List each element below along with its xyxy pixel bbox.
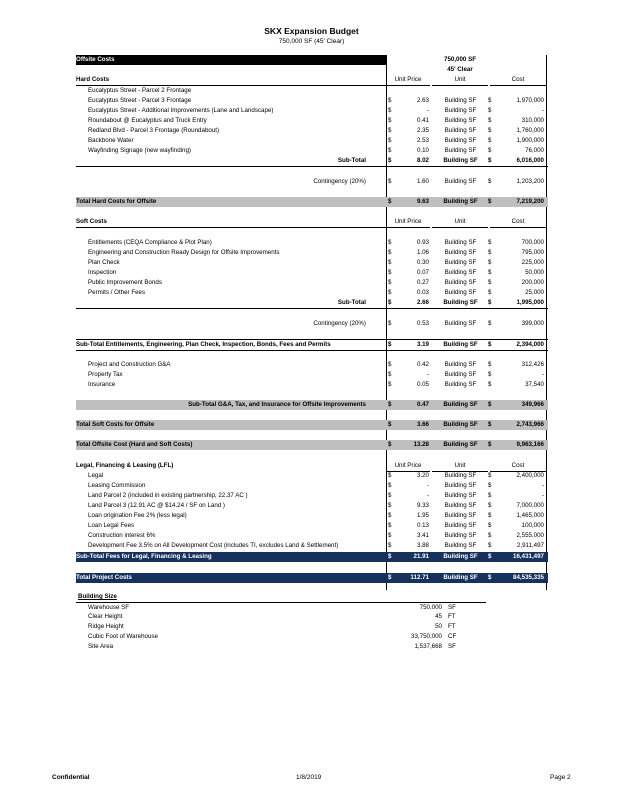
currency-symbol: $ bbox=[488, 381, 492, 388]
currency-symbol: $ bbox=[488, 553, 492, 560]
building-size-row bbox=[76, 632, 486, 642]
unit-price-value: 0.13 bbox=[416, 522, 429, 529]
table-row bbox=[76, 96, 548, 106]
row-label: Land Parcel 2 (included in existing partnership, 22.37 AC ) bbox=[88, 492, 248, 499]
currency-symbol: $ bbox=[388, 299, 392, 306]
col-header-sf: 750,000 SF bbox=[444, 56, 476, 63]
cost-value: 700,000 bbox=[521, 239, 544, 246]
table-row bbox=[76, 420, 548, 430]
table-row bbox=[76, 136, 548, 146]
footer-confidential: Confidential bbox=[52, 774, 90, 781]
row-label: Sub-Total bbox=[337, 299, 366, 306]
unit-cell: Building SF bbox=[443, 574, 478, 581]
unit-cell: Building SF bbox=[444, 117, 477, 124]
footer-date: 1/8/2019 bbox=[296, 774, 322, 781]
row-label: Development Fee 3.5% on All Development Cost (includes TI, excludes Land & Settlement) bbox=[88, 542, 339, 549]
unit-price-value: 0.47 bbox=[416, 401, 429, 408]
table-row bbox=[76, 511, 548, 521]
unit-cell: Building SF bbox=[444, 147, 477, 154]
building-size-label: Cubic Foot of Warehouse bbox=[88, 633, 158, 640]
cost-value: 312,426 bbox=[521, 361, 544, 368]
unit-price-value: 0.05 bbox=[416, 381, 429, 388]
currency-symbol: $ bbox=[388, 421, 392, 428]
currency-symbol: $ bbox=[488, 542, 492, 549]
table-row bbox=[76, 86, 548, 96]
table-row bbox=[76, 573, 548, 583]
row-label: Redland Blvd - Parcel 3 Frontage (Roundabout) bbox=[88, 127, 220, 134]
currency-symbol: $ bbox=[488, 127, 492, 134]
currency-symbol: $ bbox=[388, 320, 392, 327]
currency-symbol: $ bbox=[388, 441, 392, 448]
table-row bbox=[76, 278, 548, 288]
currency-symbol: $ bbox=[488, 532, 492, 539]
table-row bbox=[76, 501, 548, 511]
unit-price-value: 0.07 bbox=[416, 269, 429, 276]
table-row bbox=[76, 521, 548, 531]
unit-cell: Building SF bbox=[444, 381, 477, 388]
currency-symbol: $ bbox=[388, 574, 392, 581]
unit-price-value: 2.35 bbox=[416, 127, 429, 134]
table-row bbox=[76, 177, 548, 187]
currency-symbol: $ bbox=[488, 341, 492, 348]
row-label: Insurance bbox=[88, 381, 116, 388]
cost-value: 16,431,497 bbox=[513, 553, 544, 560]
currency-symbol: $ bbox=[388, 249, 392, 256]
row-label: Public Improvement Bonds bbox=[88, 279, 162, 286]
column-header: Unit bbox=[432, 461, 488, 472]
building-size-value: 45 bbox=[435, 613, 442, 620]
table-row bbox=[76, 471, 548, 481]
row-label: Construction interest 6% bbox=[88, 532, 156, 539]
building-size-row bbox=[76, 612, 486, 622]
building-size-unit: SF bbox=[448, 643, 456, 650]
unit-cell: Building SF bbox=[444, 249, 477, 256]
currency-symbol: $ bbox=[388, 401, 392, 408]
unit-cell: Building SF bbox=[443, 421, 478, 428]
unit-price-value: 3.19 bbox=[416, 341, 429, 348]
currency-symbol: $ bbox=[388, 239, 392, 246]
building-size-value: 50 bbox=[435, 623, 442, 630]
unit-cell: Building SF bbox=[444, 371, 477, 378]
unit-price-value: 0.41 bbox=[416, 117, 429, 124]
row-label: Loan Legal Fees bbox=[88, 522, 135, 529]
currency-symbol: $ bbox=[388, 157, 392, 164]
currency-symbol: $ bbox=[388, 371, 392, 378]
unit-price-value: 21.91 bbox=[413, 553, 429, 560]
row-label: Sub-Total Entitlements, Engineering, Plan Check, Inspection, Bonds, Fees and Permits bbox=[76, 341, 331, 348]
unit-cell: Building SF bbox=[444, 289, 477, 296]
unit-cell: Building SF bbox=[443, 553, 478, 560]
unit-cell: Building SF bbox=[443, 198, 478, 205]
currency-symbol: $ bbox=[488, 492, 492, 499]
unit-price-value: 3.88 bbox=[416, 542, 429, 549]
cost-value: 1,203,200 bbox=[516, 178, 544, 185]
budget-subtitle: 750,000 SF (45' Clear) bbox=[278, 38, 345, 45]
currency-symbol: $ bbox=[488, 137, 492, 144]
currency-symbol: $ bbox=[388, 381, 392, 388]
cost-value: 7,219,200 bbox=[516, 198, 544, 205]
cost-value: 1,760,000 bbox=[516, 127, 544, 134]
building-size-title: Building Size bbox=[78, 593, 117, 600]
currency-symbol: $ bbox=[388, 289, 392, 296]
cost-value: 1,970,000 bbox=[516, 97, 544, 104]
table-row bbox=[76, 370, 548, 380]
unit-price-value: 0.10 bbox=[416, 147, 429, 154]
building-size-unit: FT bbox=[448, 623, 456, 630]
currency-symbol: $ bbox=[488, 512, 492, 519]
currency-symbol: $ bbox=[488, 239, 492, 246]
budget-title: SKX Expansion Budget bbox=[264, 26, 359, 36]
col-header-clear: 45' Clear bbox=[447, 66, 473, 73]
unit-price-value: 9.63 bbox=[416, 198, 429, 205]
cost-value: 225,000 bbox=[521, 259, 544, 266]
row-label: Land Parcel 3 (12.91 AC @ $14.24 / SF on Land ) bbox=[88, 502, 225, 509]
currency-symbol: $ bbox=[488, 178, 492, 185]
currency-symbol: $ bbox=[488, 198, 492, 205]
footer-page: Page 2 bbox=[550, 774, 571, 781]
unit-price-value: 3.66 bbox=[416, 421, 429, 428]
unit-cell: Building SF bbox=[444, 107, 477, 114]
cost-value: 2,394,000 bbox=[516, 341, 544, 348]
currency-symbol: $ bbox=[488, 97, 492, 104]
row-label: Roundabout @ Eucalyptus and Truck Entry bbox=[88, 117, 207, 124]
row-label: Sub-Total G&A, Tax, and Insurance for Offsite Improvements bbox=[188, 401, 366, 408]
unit-price-value: 8.02 bbox=[416, 157, 429, 164]
row-label: Total Project Costs bbox=[76, 574, 132, 581]
currency-symbol: $ bbox=[388, 512, 392, 519]
hard-costs-header bbox=[76, 75, 386, 86]
cost-value: 2,555,000 bbox=[516, 532, 544, 539]
cost-value: 2,400,000 bbox=[516, 472, 544, 479]
unit-cell: Building SF bbox=[444, 502, 477, 509]
currency-symbol: $ bbox=[388, 147, 392, 154]
unit-price-value: 0.27 bbox=[416, 279, 429, 286]
row-label: Sub-Total bbox=[337, 157, 366, 164]
table-row bbox=[76, 541, 548, 551]
building-size-label: Clear Height bbox=[88, 613, 123, 620]
table-row bbox=[76, 248, 548, 258]
currency-symbol: $ bbox=[488, 269, 492, 276]
unit-price-value: 0.53 bbox=[416, 320, 429, 327]
cost-value: 84,535,335 bbox=[513, 574, 544, 581]
currency-symbol: $ bbox=[388, 522, 392, 529]
lfl-title: Legal, Financing & Leasing (LFL) bbox=[76, 462, 174, 469]
row-label: Backbone Water bbox=[88, 137, 134, 144]
unit-cell: Building SF bbox=[443, 299, 478, 306]
row-label: Eucalyptus Street - Parcel 3 Frontage bbox=[88, 97, 192, 104]
cost-value: 1,995,000 bbox=[516, 299, 544, 306]
row-label: Eucalyptus Street - Additional Improvements (Lane and Landscape) bbox=[88, 107, 274, 114]
row-label: Leasing Commission bbox=[88, 482, 146, 489]
building-size-value: 33,750,000 bbox=[411, 633, 442, 640]
cost-value: 349,966 bbox=[521, 401, 544, 408]
building-size-row bbox=[76, 622, 486, 632]
unit-price-value: 0.93 bbox=[416, 239, 429, 246]
currency-symbol: $ bbox=[388, 117, 392, 124]
soft-costs-title: Soft Costs bbox=[76, 218, 107, 225]
row-label: Loan origination Fee 2% (less legal) bbox=[88, 512, 187, 519]
currency-symbol: $ bbox=[488, 117, 492, 124]
unit-cell: Building SF bbox=[444, 532, 477, 539]
row-label: Sub-Total Fees for Legal, Financing & Leasing bbox=[76, 553, 212, 560]
unit-price-value: - bbox=[426, 492, 429, 499]
currency-symbol: $ bbox=[488, 289, 492, 296]
currency-symbol: $ bbox=[388, 269, 392, 276]
currency-symbol: $ bbox=[388, 502, 392, 509]
unit-price-value: 0.03 bbox=[416, 289, 429, 296]
currency-symbol: $ bbox=[488, 157, 492, 164]
column-header: Cost bbox=[490, 217, 546, 228]
cost-value: - bbox=[541, 492, 544, 499]
unit-price-value: 1.06 bbox=[416, 249, 429, 256]
unit-price-value: 2.63 bbox=[416, 97, 429, 104]
unit-cell: Building SF bbox=[443, 401, 478, 408]
currency-symbol: $ bbox=[488, 574, 492, 581]
column-header: Unit Price bbox=[386, 75, 430, 86]
row-label: Wayfinding Signage (new wayfinding) bbox=[88, 147, 191, 154]
row-label: Total Hard Costs for Offsite bbox=[76, 198, 157, 205]
currency-symbol: $ bbox=[388, 279, 392, 286]
currency-symbol: $ bbox=[488, 502, 492, 509]
currency-symbol: $ bbox=[388, 341, 392, 348]
row-label: Contingency (20%) bbox=[313, 178, 366, 185]
building-size-row bbox=[76, 642, 486, 652]
unit-cell: Building SF bbox=[444, 482, 477, 489]
cost-value: 6,016,000 bbox=[516, 157, 544, 164]
cost-value: 76,000 bbox=[525, 147, 544, 154]
unit-price-value: 9.33 bbox=[416, 502, 429, 509]
unit-price-value: 0.42 bbox=[416, 361, 429, 368]
currency-symbol: $ bbox=[388, 542, 392, 549]
row-label: Property Tax bbox=[88, 371, 123, 378]
building-size-label: Warehouse SF bbox=[88, 604, 130, 611]
row-label: Entitlements (CEQA Compliance & Plot Plan) bbox=[88, 239, 212, 246]
building-size-value: 750,000 bbox=[419, 604, 442, 611]
table-row bbox=[76, 339, 548, 351]
table-row bbox=[76, 440, 548, 450]
currency-symbol: $ bbox=[388, 482, 392, 489]
cost-value: 37,540 bbox=[525, 381, 544, 388]
unit-cell: Building SF bbox=[444, 522, 477, 529]
unit-cell: Building SF bbox=[444, 472, 477, 479]
unit-cell: Building SF bbox=[444, 492, 477, 499]
currency-symbol: $ bbox=[388, 97, 392, 104]
unit-price-value: 112.71 bbox=[410, 574, 429, 581]
cost-value: - bbox=[541, 371, 544, 378]
unit-cell: Building SF bbox=[444, 512, 477, 519]
unit-price-value: 0.30 bbox=[416, 259, 429, 266]
column-header: Cost bbox=[490, 461, 546, 472]
unit-cell: Building SF bbox=[444, 259, 477, 266]
table-row bbox=[76, 106, 548, 116]
cost-value: 100,000 bbox=[521, 522, 544, 529]
row-label: Eucalyptus Street - Parcel 2 Frontage bbox=[88, 87, 192, 94]
unit-price-value: 3.20 bbox=[416, 472, 429, 479]
building-size-unit: SF bbox=[448, 604, 456, 611]
unit-price-value: 2.66 bbox=[416, 299, 429, 306]
unit-cell: Building SF bbox=[444, 137, 477, 144]
unit-cell: Building SF bbox=[444, 269, 477, 276]
currency-symbol: $ bbox=[488, 472, 492, 479]
building-size-unit: FT bbox=[448, 613, 456, 620]
table-row bbox=[76, 268, 548, 278]
row-label: Plan Check bbox=[88, 259, 120, 266]
currency-symbol: $ bbox=[388, 107, 392, 114]
unit-cell: Building SF bbox=[443, 341, 478, 348]
currency-symbol: $ bbox=[388, 178, 392, 185]
currency-symbol: $ bbox=[388, 553, 392, 560]
cost-value: 9,963,166 bbox=[516, 441, 544, 448]
table-row bbox=[76, 491, 548, 501]
table-row bbox=[76, 360, 548, 370]
currency-symbol: $ bbox=[488, 441, 492, 448]
unit-cell: Building SF bbox=[443, 441, 478, 448]
table-row bbox=[76, 298, 548, 309]
table-row bbox=[76, 146, 548, 156]
unit-cell: Building SF bbox=[444, 97, 477, 104]
table-row bbox=[76, 116, 548, 126]
currency-symbol: $ bbox=[488, 320, 492, 327]
currency-symbol: $ bbox=[388, 361, 392, 368]
column-header: Cost bbox=[490, 75, 546, 86]
cost-value: 50,000 bbox=[525, 269, 544, 276]
unit-cell: Building SF bbox=[444, 361, 477, 368]
currency-symbol: $ bbox=[388, 127, 392, 134]
cost-value: 2,743,966 bbox=[516, 421, 544, 428]
unit-price-value: - bbox=[426, 107, 429, 114]
unit-price-value: - bbox=[426, 482, 429, 489]
hard-costs-title: Hard Costs bbox=[76, 76, 110, 83]
table-row bbox=[76, 552, 548, 562]
table-row bbox=[76, 380, 548, 390]
unit-price-value: 1.95 bbox=[416, 512, 429, 519]
table-row bbox=[76, 319, 548, 329]
row-label: Legal bbox=[88, 472, 104, 479]
row-label: Total Offsite Cost (Hard and Soft Costs) bbox=[76, 441, 193, 448]
cost-value: - bbox=[541, 107, 544, 114]
currency-symbol: $ bbox=[488, 361, 492, 368]
building-size-value: 1,537,668 bbox=[414, 643, 442, 650]
table-row bbox=[76, 288, 548, 298]
building-size-label: Ridge Height bbox=[88, 623, 124, 630]
currency-symbol: $ bbox=[488, 259, 492, 266]
unit-price-value: - bbox=[426, 371, 429, 378]
row-label: Project and Construction G&A bbox=[88, 361, 171, 368]
currency-symbol: $ bbox=[488, 299, 492, 306]
currency-symbol: $ bbox=[488, 421, 492, 428]
cost-value: 7,000,000 bbox=[516, 502, 544, 509]
unit-price-value: 13.28 bbox=[413, 441, 429, 448]
unit-cell: Building SF bbox=[444, 178, 477, 185]
cost-value: 200,000 bbox=[521, 279, 544, 286]
unit-price-value: 3.41 bbox=[416, 532, 429, 539]
currency-symbol: $ bbox=[488, 371, 492, 378]
offsite-title: Offsite Costs bbox=[76, 56, 115, 63]
currency-symbol: $ bbox=[488, 147, 492, 154]
column-header: Unit bbox=[432, 75, 488, 86]
currency-symbol: $ bbox=[488, 482, 492, 489]
table-row bbox=[76, 126, 548, 136]
offsite-header bbox=[76, 55, 386, 65]
currency-symbol: $ bbox=[488, 522, 492, 529]
cost-value: 399,000 bbox=[521, 320, 544, 327]
unit-cell: Building SF bbox=[444, 320, 477, 327]
unit-price-value: 2.53 bbox=[416, 137, 429, 144]
building-size-label: Site Area bbox=[88, 643, 114, 650]
cost-value: 25,000 bbox=[525, 289, 544, 296]
row-label: Inspection bbox=[88, 269, 117, 276]
currency-symbol: $ bbox=[388, 472, 392, 479]
unit-cell: Building SF bbox=[443, 157, 478, 164]
currency-symbol: $ bbox=[388, 532, 392, 539]
soft-costs-header bbox=[76, 217, 386, 228]
currency-symbol: $ bbox=[488, 249, 492, 256]
table-row bbox=[76, 238, 548, 248]
unit-cell: Building SF bbox=[444, 279, 477, 286]
unit-cell: Building SF bbox=[444, 239, 477, 246]
row-label: Engineering and Construction Ready Design for Offsite Improvements bbox=[88, 249, 280, 256]
building-size-unit: CF bbox=[448, 633, 457, 640]
cost-value: - bbox=[541, 482, 544, 489]
column-header: Unit bbox=[432, 217, 488, 228]
column-header: Unit Price bbox=[386, 217, 430, 228]
column-header: Unit Price bbox=[386, 461, 430, 472]
currency-symbol: $ bbox=[388, 492, 392, 499]
table-row bbox=[76, 197, 548, 207]
cost-value: 795,000 bbox=[521, 249, 544, 256]
table-row bbox=[76, 156, 548, 167]
row-label: Total Soft Costs for Offsite bbox=[76, 421, 155, 428]
row-label: Permits / Other Fees bbox=[88, 289, 146, 296]
table-row bbox=[76, 400, 548, 410]
lfl-header bbox=[76, 461, 386, 471]
cost-value: 310,000 bbox=[521, 117, 544, 124]
currency-symbol: $ bbox=[388, 137, 392, 144]
table-row bbox=[76, 481, 548, 491]
currency-symbol: $ bbox=[388, 198, 392, 205]
cost-value: 2,911,497 bbox=[516, 542, 544, 549]
row-label: Contingency (20%) bbox=[313, 320, 366, 327]
currency-symbol: $ bbox=[488, 279, 492, 286]
unit-price-value: 1.60 bbox=[416, 178, 429, 185]
unit-cell: Building SF bbox=[444, 127, 477, 134]
currency-symbol: $ bbox=[388, 259, 392, 266]
cost-value: 1,465,000 bbox=[516, 512, 544, 519]
currency-symbol: $ bbox=[488, 401, 492, 408]
cost-value: 1,900,000 bbox=[516, 137, 544, 144]
unit-cell: Building SF bbox=[444, 542, 477, 549]
currency-symbol: $ bbox=[488, 107, 492, 114]
table-row bbox=[76, 531, 548, 541]
table-row bbox=[76, 258, 548, 268]
